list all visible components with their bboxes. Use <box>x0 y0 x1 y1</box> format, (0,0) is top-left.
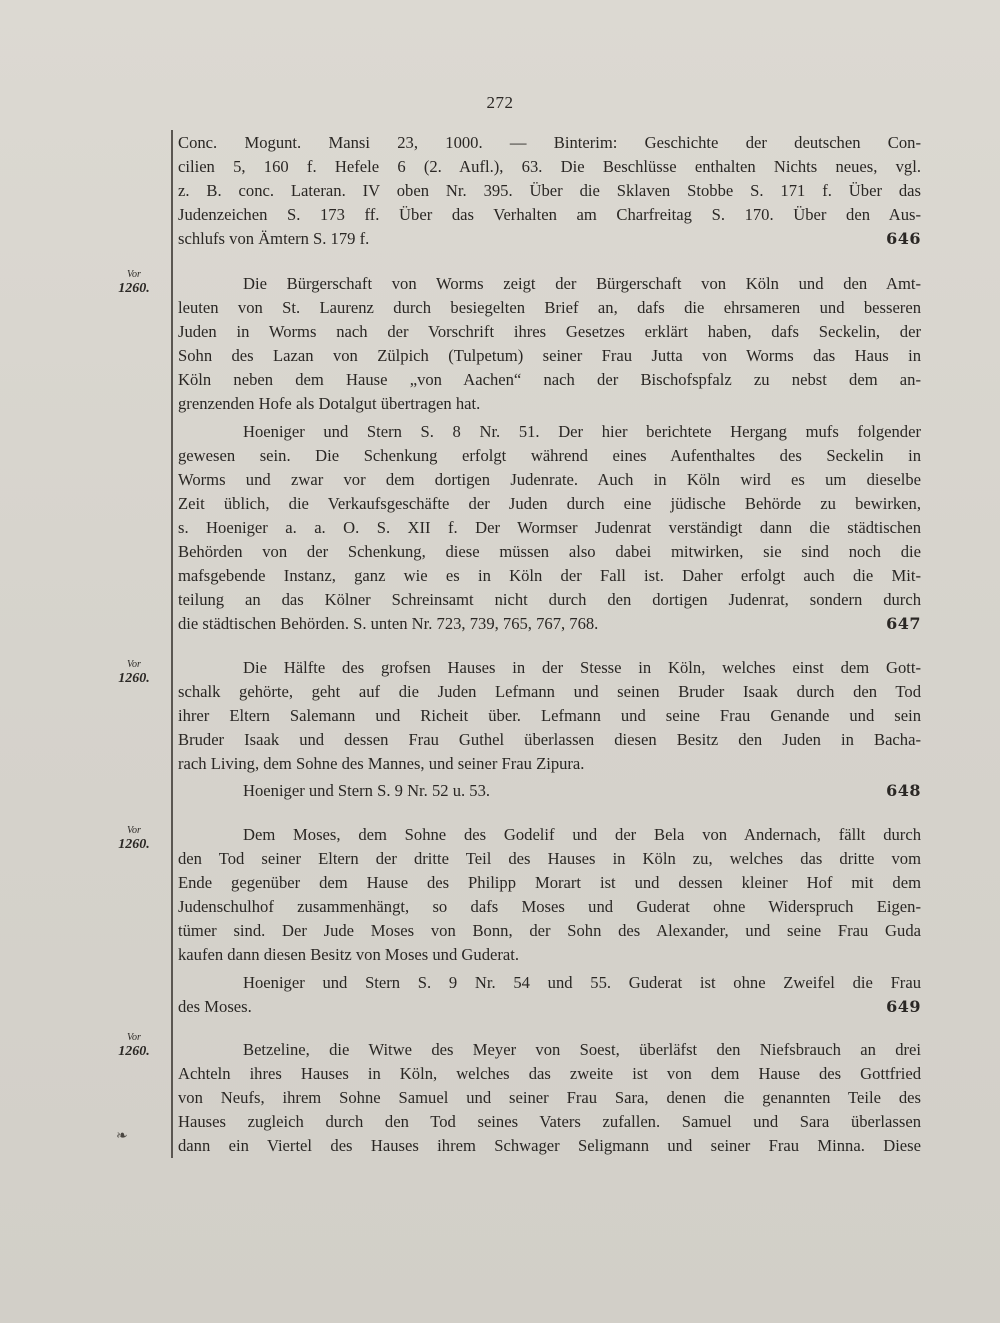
entry-649 <box>178 823 921 1019</box>
entry-650 <box>178 1038 921 1158</box>
margin-vor: Vor <box>127 1032 141 1043</box>
entry-648-line-5: rach Living, dem Sohne des Mannes, und seiner Frau Zipura. <box>178 754 585 774</box>
entry-647-note-7: mafsgebende Instanz, ganz wie es in Köln der Fall ist. Daher erfolgt auch die Mit- <box>178 566 921 586</box>
entry-650-line-3: von Neufs, ihrem Sohne Samuel und seiner Frau Sara, denen die genannten Teile des <box>178 1088 921 1108</box>
entry-647-line-2: leuten von St. Laurenz durch besiegelten Brief an, dafs die ehrsameren und besseren <box>178 298 921 318</box>
entry-647-line-4: Sohn des Lazan von Zülpich (Tulpetum) seiner Frau Jutta von Worms das Haus in <box>178 346 921 366</box>
margin-vor: Vor <box>127 825 141 836</box>
entry-648-ref: Hoeniger und Stern S. 9 Nr. 52 u. 53. <box>243 781 491 801</box>
margin-year: 1260. <box>118 837 150 852</box>
entry-650-line-1: Betzeline, die Witwe des Meyer von Soest, überläfst den Niefsbrauch an drei <box>243 1040 921 1059</box>
entry-647-note-4: Zeit üblich, die Verkaufsgeschäfte der Juden durch eine jüdische Behörde zu bewirken, <box>178 493 921 513</box>
entry-648-line-3: ihrer Eltern Salemann und Richeit über. Lefmann und seine Frau Genande und sein <box>178 706 921 726</box>
intro-line-4: Judenzeichen S. 173 ff. Über das Verhalten am Charfreitag S. 170. Über den Aus- <box>178 205 921 225</box>
entry-647-line-6: grenzenden Hofe als Dotalgut übertragen hat. <box>178 394 481 414</box>
entry-649-line-6: kaufen dann diesen Besitz von Moses und Guderat. <box>178 945 520 965</box>
entry-649-line-3: Ende gegenüber dem Hause des Philipp Morart ist und dessen kleiner Hof mit dem <box>178 873 921 893</box>
margin-vor: Vor <box>127 269 141 280</box>
entry-649-note-1: Hoeniger und Stern S. 9 Nr. 54 und 55. Guderat ist ohne Zweifel die Frau <box>243 972 921 992</box>
margin-year: 1260. <box>118 671 150 686</box>
entry-647-note-1: Hoeniger und Stern S. 8 Nr. 51. Der hier berichtete Hergang mufs folgender <box>243 421 921 441</box>
entry-650-line-2: Achteln ihres Hauses in Köln, welches das zweite ist von dem Hause des Gottfried <box>178 1064 921 1084</box>
entry-648-ref-line <box>178 779 921 803</box>
intro-line-1: Conc. Mogunt. Mansi 23, 1000. — Binterim: Geschichte der deutschen Con- <box>178 133 921 152</box>
margin-date-650 <box>100 1033 168 1059</box>
entry-647-note-6: Behörden von der Schenkung, diese müssen also dabei mitwirken, sie sind noch die <box>178 542 921 562</box>
margin-date-647 <box>100 270 168 296</box>
intro-line-2: cilien 5, 160 f. Hefele 6 (2. Aufl.), 63. Die Beschlüsse enthalten Nichts neues, vgl. <box>178 157 921 177</box>
margin-date-648 <box>100 660 168 686</box>
intro-line-3: z. B. conc. Lateran. IV oben Nr. 395. Über die Sklaven Stobbe S. 171 f. Über das <box>178 181 921 201</box>
entry-648 <box>178 656 921 804</box>
entry-647-line-5: Köln neben dem Hause „von Aachen“ nach der Bischofspfalz zu nebst dem an- <box>178 370 921 390</box>
entry-649-line-2: den Tod seiner Eltern der dritte Teil des Hauses in Köln zu, welches das dritte vom <box>178 849 921 869</box>
entry-649-note-last <box>178 995 921 1019</box>
margin-year: 1260. <box>118 1044 150 1059</box>
margin-year: 1260. <box>118 281 150 296</box>
entry-647-line-3: Juden in Worms nach der Vorschrift ihres Gesetzes erklärt haben, dafs Seckelin, der <box>178 322 921 342</box>
entry-650-line-4: Hauses zugleich durch den Tod seines Vaters zufallen. Samuel und Sara überlassen <box>178 1112 921 1132</box>
entry-647-note-2: gewesen sein. Die Schenkung erfolgt während eines Aufenthaltes des Seckelin in <box>178 445 921 465</box>
ink-mark: ❧ <box>116 1129 128 1144</box>
entry-647-note-3: Worms und zwar vor dem dortigen Judenrate. Auch in Köln wird es um dieselbe <box>178 469 921 489</box>
entry-648-line-4: Bruder Isaak und dessen Frau Guthel überlassen diesen Besitz den Juden in Bacha- <box>178 730 921 750</box>
entry-number-647: 647 <box>886 614 921 634</box>
intro-last-line <box>178 227 921 251</box>
entry-647-line-1: Die Bürgerschaft von Worms zeigt der Bürgerschaft von Köln und den Amt- <box>243 274 921 293</box>
entry-647-note-8: teilung an das Kölner Schreinsamt nicht durch den dortigen Judenrat, sondern durch <box>178 590 921 610</box>
entry-650-line-5: dann ein Viertel des Hauses ihrem Schwager Seligmann und seiner Frau Minna. Diese <box>178 1136 921 1156</box>
entry-649-line-4: Judenschulhof zusammenhängt, so dafs Moses und Guderat ohne Widerspruch Eigen- <box>178 897 921 917</box>
entry-647-note-last <box>178 612 921 636</box>
entry-number-649: 649 <box>886 996 921 1016</box>
entry-number-648: 648 <box>886 781 921 801</box>
entry-649-line-5: tümer sind. Der Jude Moses von Bonn, der Sohn des Alexander, und seine Frau Guda <box>178 921 921 941</box>
margin-date-649 <box>100 826 168 852</box>
intro-last-text: schlufs von Ämtern S. 179 f. <box>178 229 370 249</box>
margin-vor: Vor <box>127 659 141 670</box>
entry-648-line-2: schalk gehörte, geht auf die Juden Lefmann und seinen Bruder Isaak durch den Tod <box>178 682 921 702</box>
page-number: 272 <box>486 93 514 112</box>
entry-647-note-last-text: die städtischen Behörden. S. unten Nr. 723, 739, 765, 767, 768. <box>178 614 599 634</box>
entry-646 <box>178 131 921 251</box>
entry-649-note-last-text: des Moses. <box>178 996 252 1016</box>
margin-rule <box>171 130 173 1158</box>
entry-647-note-5: s. Hoeniger a. a. O. S. XII f. Der Wormser Judenrat verständigt dann die städtischen <box>178 517 921 537</box>
entry-number-646: 646 <box>886 229 921 249</box>
entry-648-line-1: Die Hälfte des grofsen Hauses in der Stesse in Köln, welches einst dem Gott- <box>243 658 921 677</box>
entry-649-line-1: Dem Moses, dem Sohne des Godelif und der Bela von Andernach, fällt durch <box>243 825 921 844</box>
entry-647 <box>178 272 921 636</box>
